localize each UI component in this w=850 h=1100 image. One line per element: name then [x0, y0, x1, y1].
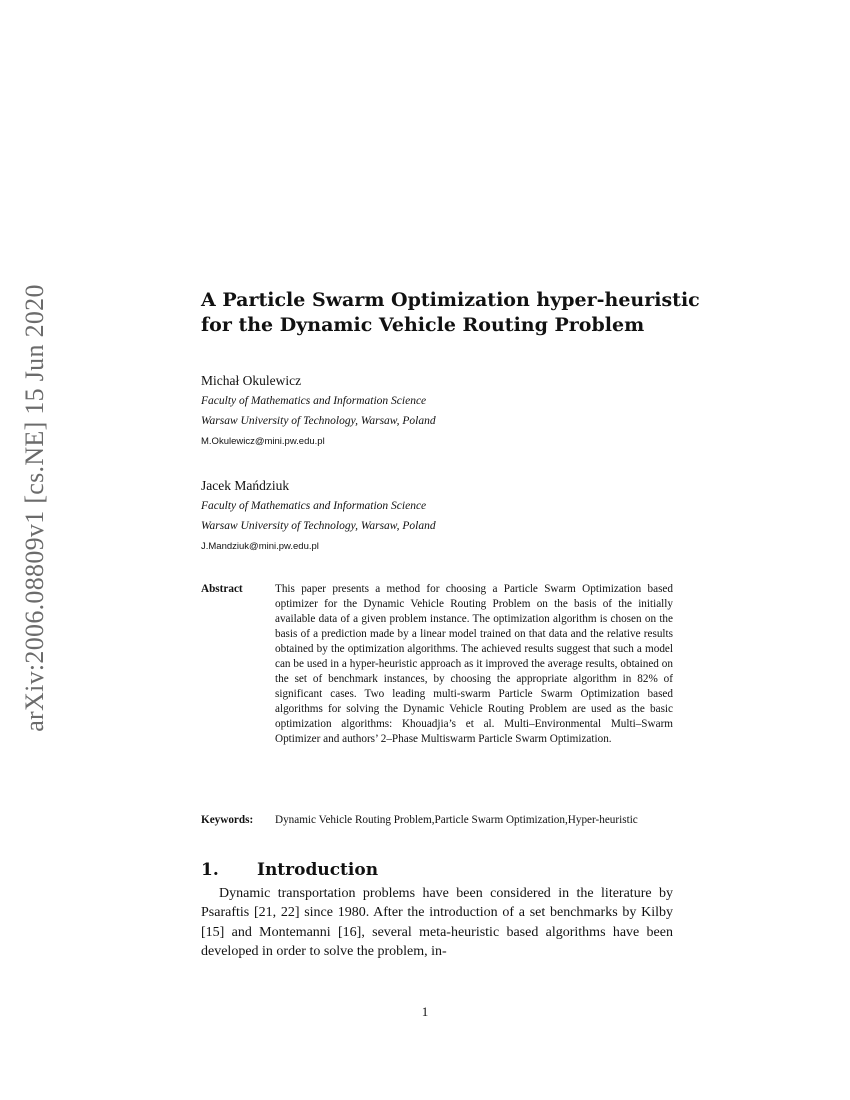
author-affiliation-faculty: Faculty of Mathematics and Information Science [201, 500, 427, 512]
keywords [201, 813, 673, 828]
author-name: Jacek Mańdziuk [201, 478, 290, 493]
section-title: Introduction [257, 860, 379, 880]
section-heading-introduction [201, 858, 378, 882]
abstract-label: Abstract [201, 583, 243, 595]
arxiv-stamp [10, 268, 60, 748]
keywords-label: Keywords: [201, 814, 254, 826]
keywords-text: Dynamic Vehicle Routing Problem,Particle Swarm Optimization,Hyper-heuristic [275, 814, 638, 826]
introduction-paragraph: Dynamic transportation problems have been considered in the literature by Psaraftis [21, 22] since 1980. After the introduction of a set benchmarks by Kilby [15] and Montemanni [16], several meta-heuristic based algorithms have been developed in order to solve the problem, in- [201, 886, 673, 960]
abstract-text: This paper presents a method for choosing a Particle Swarm Optimization based optimizer for the Dynamic Vehicle Routing Problem on the basis of the initially available data of a given problem instance. The optimization algorithm is chosen on the basis of a prediction made by a linear model trained on that data and the relative results obtained by the optimization algorithms. The achieved results suggest that such a model can be used in a hyper-heuristic approach as it improved the average results, obtained on the set of benchmark instances, by choosing the appropriate algorithm in 82% of significant cases. Two leading multi-swarm Particle Swarm Optimization based algorithms for solving the Dynamic Vehicle Routing Problem are used as the basic optimization algorithms: Khouadjia’s et al. Multi–Environmental Multi–Swarm Optimizer and authors’ 2–Phase Multiswarm Particle Swarm Optimization. [275, 583, 673, 745]
author-affiliation-university: Warsaw University of Technology, Warsaw, Poland [201, 415, 436, 427]
author-affiliation-faculty: Faculty of Mathematics and Information Science [201, 395, 427, 407]
author-affiliation-university: Warsaw University of Technology, Warsaw, Poland [201, 520, 436, 532]
author-email: M.Okulewicz@mini.pw.edu.pl [201, 436, 325, 447]
paper-title: A Particle Swarm Optimization hyper-heuristic for the Dynamic Vehicle Routing Problem [201, 289, 700, 336]
author-email: J.Mandziuk@mini.pw.edu.pl [201, 541, 319, 552]
arxiv-stamp-text: arXiv:2006.08809v1 [cs.NE] 15 Jun 2020 [20, 284, 50, 732]
author-name: Michał Okulewicz [201, 373, 302, 388]
page-number: 1 [421, 1004, 429, 1019]
author-block-2 [201, 476, 721, 557]
author-block-1 [201, 371, 721, 452]
abstract [201, 582, 673, 747]
section-number: 1. [201, 860, 219, 880]
